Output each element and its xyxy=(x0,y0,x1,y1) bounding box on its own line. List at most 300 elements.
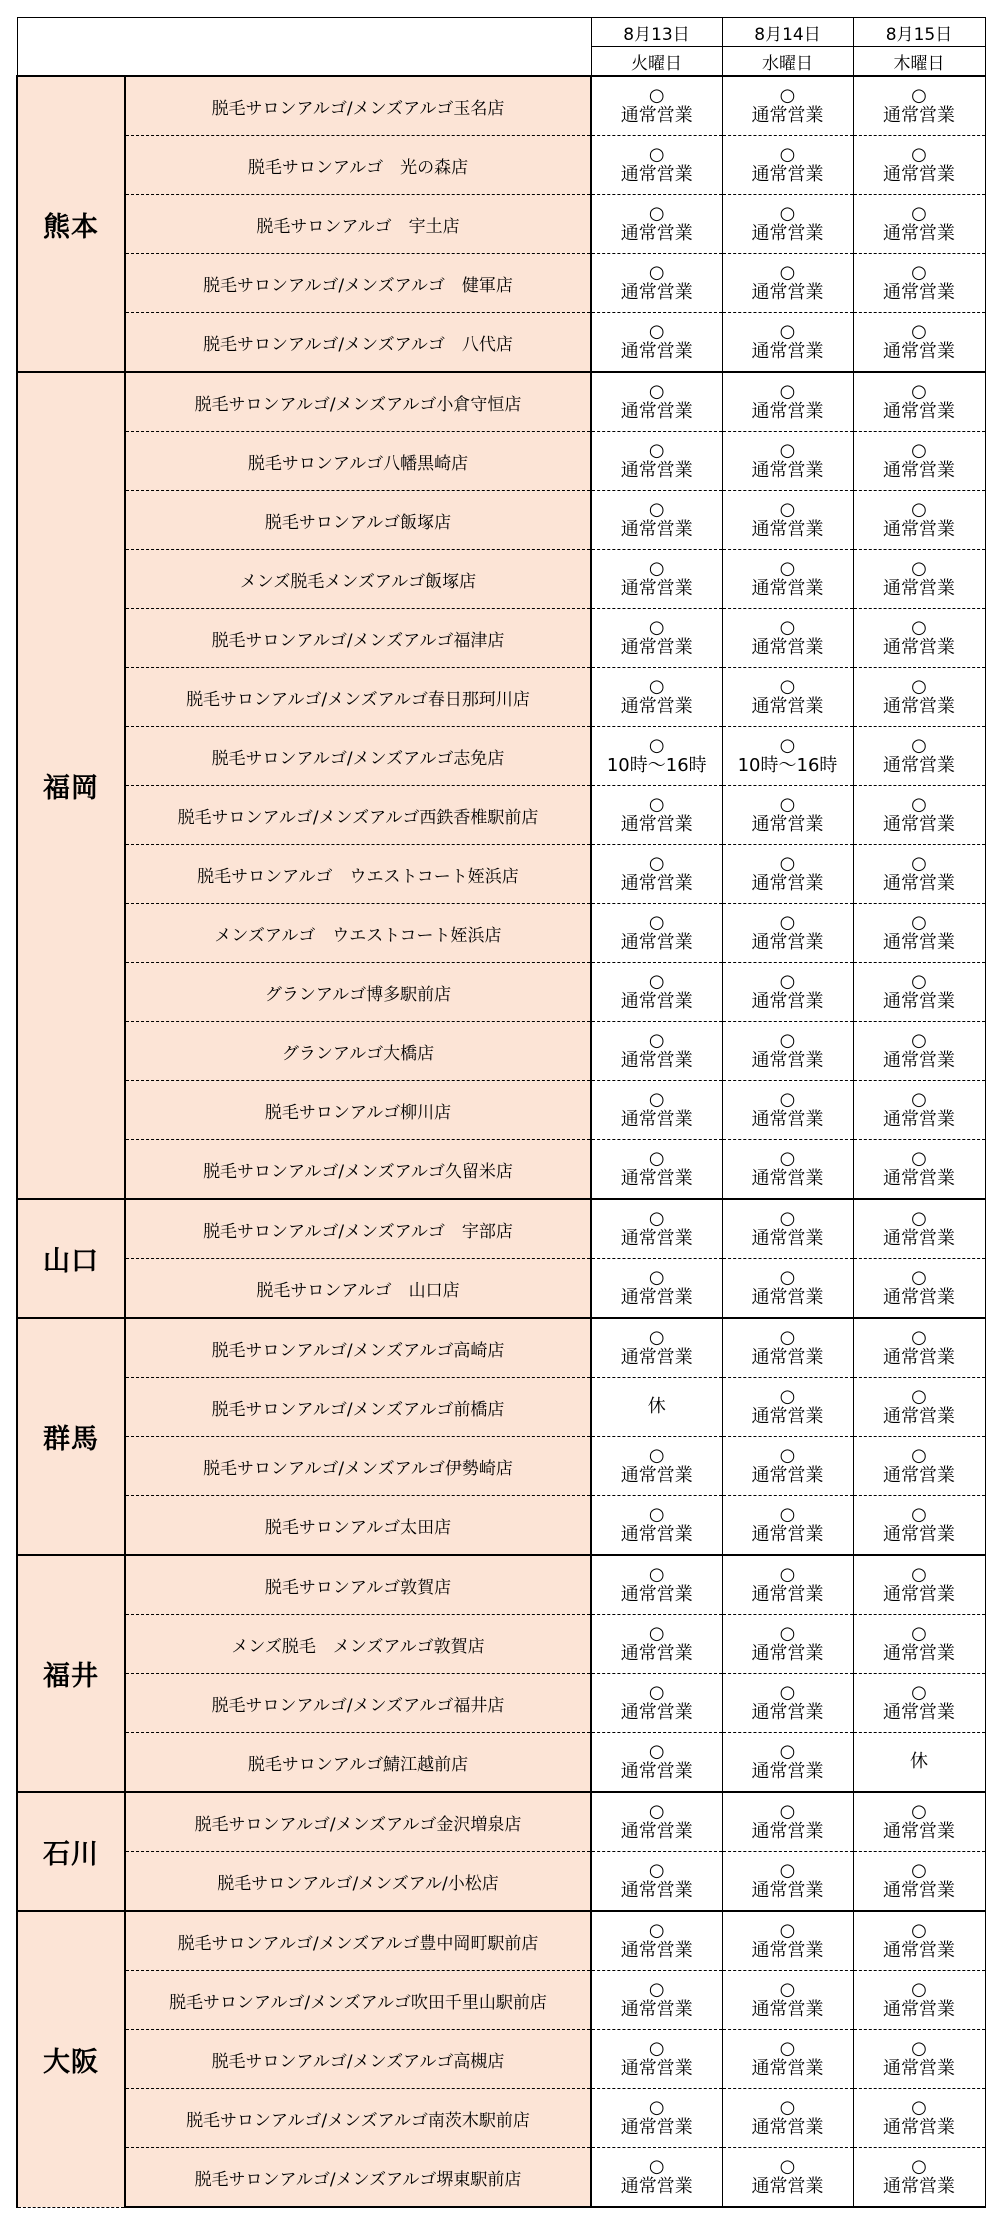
open-mark: ○ xyxy=(911,735,927,756)
status-text: 通常営業 xyxy=(620,814,693,835)
status-text: 通常営業 xyxy=(751,1524,824,1545)
day-status-cell xyxy=(722,2148,853,2208)
open-mark: ○ xyxy=(779,1386,796,1407)
day-status-cell xyxy=(722,609,853,668)
table-row xyxy=(17,491,985,550)
day-status-cell xyxy=(853,727,985,786)
store-name: 脱毛サロンアルゴ/メンズアルゴ福井店 xyxy=(125,1674,591,1733)
open-mark: ○ xyxy=(911,1267,927,1288)
status-text: 通常営業 xyxy=(751,1347,824,1368)
day-status-cell xyxy=(853,1496,985,1556)
status-text: 通常営業 xyxy=(620,282,693,303)
open-mark: ○ xyxy=(779,617,796,638)
store-name: 脱毛サロンアルゴ/メンズアルゴ 八代店 xyxy=(125,313,591,373)
day-status-cell xyxy=(853,313,985,373)
status-text: 通常営業 xyxy=(620,164,693,185)
day-status-cell xyxy=(722,136,853,195)
open-mark: ○ xyxy=(648,2097,665,2118)
status-text: 通常営業 xyxy=(883,1347,955,1368)
status-text: 通常営業 xyxy=(751,2058,824,2079)
status-text: 通常営業 xyxy=(751,401,824,422)
store-name: 脱毛サロンアルゴ柳川店 xyxy=(125,1081,591,1140)
day-status-cell xyxy=(722,1022,853,1081)
status-text: 通常営業 xyxy=(751,932,824,953)
day-status-cell xyxy=(722,1378,853,1437)
store-name: 脱毛サロンアルゴ 宇土店 xyxy=(125,195,591,254)
day-status-cell xyxy=(591,1259,722,1319)
store-name: 脱毛サロンアルゴ/メンズアルゴ西鉄香椎駅前店 xyxy=(125,786,591,845)
store-name: 脱毛サロンアルゴ/メンズアルゴ金沢増泉店 xyxy=(125,1792,591,1852)
open-mark: ○ xyxy=(648,1089,665,1110)
status-text: 通常営業 xyxy=(883,2058,955,2079)
open-mark: ○ xyxy=(911,499,927,520)
day-status-cell xyxy=(853,1971,985,2030)
store-name: メンズアルゴ ウエストコート姪浜店 xyxy=(125,904,591,963)
status-text: 通常営業 xyxy=(620,1999,693,2020)
day-status-cell xyxy=(591,609,722,668)
day-status-cell xyxy=(591,1792,722,1852)
open-mark: ○ xyxy=(648,1208,665,1229)
day-status-cell xyxy=(722,1140,853,1200)
status-text: 通常営業 xyxy=(883,1524,955,1545)
status-text: 10時～16時 xyxy=(606,755,707,776)
status-text: 通常営業 xyxy=(751,696,824,717)
open-mark: ○ xyxy=(911,1860,927,1881)
open-mark: ○ xyxy=(648,85,665,106)
status-text: 通常営業 xyxy=(751,282,824,303)
status-text: 通常営業 xyxy=(620,223,693,244)
open-mark: ○ xyxy=(911,1030,927,1051)
prefecture-label: 福岡 xyxy=(17,372,125,1199)
status-text: 通常営業 xyxy=(620,1584,693,1605)
status-text: 通常営業 xyxy=(883,1228,955,1249)
status-text: 通常営業 xyxy=(751,105,824,126)
open-mark: ○ xyxy=(911,1504,927,1525)
table-row xyxy=(17,2148,985,2208)
status-text: 通常営業 xyxy=(751,1880,824,1901)
prefecture-label: 群馬 xyxy=(17,1318,125,1555)
store-name: 脱毛サロンアルゴ/メンズアルゴ 宇部店 xyxy=(125,1199,591,1259)
table-row xyxy=(17,963,985,1022)
open-mark: ○ xyxy=(779,853,796,874)
open-mark: ○ xyxy=(648,1564,665,1585)
store-name: 脱毛サロンアルゴ/メンズアルゴ志免店 xyxy=(125,727,591,786)
open-mark: ○ xyxy=(648,1920,665,1941)
open-mark: ○ xyxy=(911,1623,927,1644)
open-mark: ○ xyxy=(648,794,665,815)
day-status-cell xyxy=(591,2089,722,2148)
status-text: 通常営業 xyxy=(883,637,955,658)
day-status-cell xyxy=(722,254,853,313)
status-text: 通常営業 xyxy=(751,1761,824,1782)
open-mark: ○ xyxy=(648,1682,665,1703)
day-status-cell xyxy=(722,372,853,432)
day-status-cell xyxy=(591,1496,722,1556)
prefecture-label: 福井 xyxy=(17,1555,125,1792)
store-name: 脱毛サロンアルゴ/メンズアルゴ前橋店 xyxy=(125,1378,591,1437)
day-status-cell xyxy=(591,904,722,963)
day-status-cell xyxy=(591,1199,722,1259)
day-status-cell xyxy=(591,550,722,609)
status-text: 通常営業 xyxy=(883,1465,955,1486)
day-status-cell xyxy=(722,1792,853,1852)
store-name: 脱毛サロンアルゴ/メンズアルゴ春日那珂川店 xyxy=(125,668,591,727)
open-mark: ○ xyxy=(779,1148,796,1169)
status-text: 通常営業 xyxy=(620,2058,693,2079)
store-name: 脱毛サロンアルゴ 光の森店 xyxy=(125,136,591,195)
day-status-cell xyxy=(722,550,853,609)
day-status-cell xyxy=(722,1081,853,1140)
open-mark: ○ xyxy=(779,1860,796,1881)
open-mark: ○ xyxy=(779,2038,796,2059)
status-text: 通常営業 xyxy=(883,1050,955,1071)
open-mark: ○ xyxy=(648,1860,665,1881)
day-status-cell xyxy=(853,432,985,491)
day-status-cell xyxy=(853,1852,985,1912)
day-status-cell xyxy=(722,432,853,491)
day-status-cell xyxy=(853,254,985,313)
open-mark: ○ xyxy=(779,1208,796,1229)
table-row xyxy=(17,313,985,373)
day-status-cell xyxy=(853,963,985,1022)
store-name: 脱毛サロンアルゴ/メンズアルゴ南茨木駅前店 xyxy=(125,2089,591,2148)
prefecture-label: 熊本 xyxy=(17,76,125,372)
status-text: 通常営業 xyxy=(751,1287,824,1308)
day-status-cell xyxy=(853,1318,985,1378)
open-mark: ○ xyxy=(779,1327,796,1348)
prefecture-label: 石川 xyxy=(17,1792,125,1911)
status-text: 通常営業 xyxy=(620,105,693,126)
open-mark: ○ xyxy=(911,1920,927,1941)
status-text: 通常営業 xyxy=(751,2176,824,2197)
open-mark: ○ xyxy=(911,321,927,342)
open-mark: ○ xyxy=(779,2097,796,2118)
store-name: グランアルゴ大橋店 xyxy=(125,1022,591,1081)
open-mark: ○ xyxy=(779,971,796,992)
table-row xyxy=(17,1674,985,1733)
open-mark: ○ xyxy=(648,499,665,520)
table-row xyxy=(17,1199,985,1259)
status-text: 通常営業 xyxy=(751,460,824,481)
open-mark: ○ xyxy=(779,1030,796,1051)
open-mark: ○ xyxy=(648,440,665,461)
open-mark: ○ xyxy=(779,262,796,283)
open-mark: ○ xyxy=(779,1920,796,1941)
status-text: 通常営業 xyxy=(751,991,824,1012)
status-text: 通常営業 xyxy=(883,1999,955,2020)
prefecture-label: 山口 xyxy=(17,1199,125,1318)
open-mark: ○ xyxy=(911,262,927,283)
open-mark: ○ xyxy=(911,617,927,638)
status-text: 通常営業 xyxy=(751,519,824,540)
day-status-cell xyxy=(722,76,853,136)
day-status-cell xyxy=(591,432,722,491)
status-text: 通常営業 xyxy=(883,1940,955,1961)
status-text: 通常営業 xyxy=(883,1643,955,1664)
day-status-cell xyxy=(722,1674,853,1733)
closed-status-text: 休 xyxy=(647,1396,666,1417)
open-mark: ○ xyxy=(911,203,927,224)
day-status-cell xyxy=(722,1496,853,1556)
open-mark: ○ xyxy=(648,1741,665,1762)
store-name: 脱毛サロンアルゴ/メンズアルゴ吹田千里山駅前店 xyxy=(125,1971,591,2030)
table-row xyxy=(17,845,985,904)
store-name: 脱毛サロンアルゴ/メンズアルゴ玉名店 xyxy=(125,76,591,136)
status-text: 通常営業 xyxy=(620,578,693,599)
day-status-cell xyxy=(853,372,985,432)
open-mark: ○ xyxy=(911,144,927,165)
status-text: 10時～16時 xyxy=(737,755,838,776)
open-mark: ○ xyxy=(779,1267,796,1288)
day-status-cell xyxy=(853,1378,985,1437)
store-name: 脱毛サロンアルゴ/メンズアルゴ 健軍店 xyxy=(125,254,591,313)
day-status-cell xyxy=(853,845,985,904)
day-status-cell xyxy=(591,963,722,1022)
status-text: 通常営業 xyxy=(883,1109,955,1130)
store-name: 脱毛サロンアルゴ/メンズアルゴ久留米店 xyxy=(125,1140,591,1200)
table-row xyxy=(17,1259,985,1319)
table-row xyxy=(17,2030,985,2089)
open-mark: ○ xyxy=(648,1445,665,1466)
status-text: 通常営業 xyxy=(620,1050,693,1071)
open-mark: ○ xyxy=(779,1682,796,1703)
open-mark: ○ xyxy=(648,1030,665,1051)
open-mark: ○ xyxy=(779,499,796,520)
table-row xyxy=(17,1496,985,1556)
open-mark: ○ xyxy=(779,440,796,461)
table-row xyxy=(17,195,985,254)
status-text: 通常営業 xyxy=(620,1287,693,1308)
day-status-cell xyxy=(591,1852,722,1912)
closed-status-text: 休 xyxy=(910,1751,928,1772)
open-mark: ○ xyxy=(911,1208,927,1229)
open-mark: ○ xyxy=(911,1148,927,1169)
open-mark: ○ xyxy=(779,1741,796,1762)
status-text: 通常営業 xyxy=(620,1524,693,1545)
table-row xyxy=(17,1140,985,1200)
day-status-cell xyxy=(591,372,722,432)
day-status-cell xyxy=(591,786,722,845)
status-text: 通常営業 xyxy=(883,1584,955,1605)
day-status-cell xyxy=(591,727,722,786)
day-status-cell xyxy=(591,668,722,727)
status-text: 通常営業 xyxy=(883,1168,955,1189)
day-status-cell xyxy=(853,2148,985,2208)
table-row xyxy=(17,2089,985,2148)
status-text: 通常営業 xyxy=(883,164,955,185)
status-text: 通常営業 xyxy=(620,1761,693,1782)
day-status-cell xyxy=(853,136,985,195)
day-status-cell xyxy=(853,609,985,668)
day-status-cell xyxy=(722,1733,853,1793)
open-mark: ○ xyxy=(779,676,796,697)
open-mark: ○ xyxy=(911,1979,927,2000)
day-status-cell xyxy=(853,1022,985,1081)
day-status-cell xyxy=(591,1378,722,1437)
open-mark: ○ xyxy=(779,1801,796,1822)
store-name: グランアルゴ博多駅前店 xyxy=(125,963,591,1022)
table-row xyxy=(17,786,985,845)
status-text: 通常営業 xyxy=(751,1465,824,1486)
open-mark: ○ xyxy=(648,971,665,992)
status-text: 通常営業 xyxy=(620,1643,693,1664)
status-text: 通常営業 xyxy=(883,341,955,362)
day-status-cell xyxy=(853,550,985,609)
open-mark: ○ xyxy=(648,1623,665,1644)
day-status-cell xyxy=(853,1081,985,1140)
day-status-cell xyxy=(591,1615,722,1674)
header-weekday-1: 火曜日 xyxy=(591,47,722,77)
status-text: 通常営業 xyxy=(883,991,955,1012)
day-status-cell xyxy=(722,313,853,373)
open-mark: ○ xyxy=(779,1504,796,1525)
open-mark: ○ xyxy=(911,2038,927,2059)
store-name: 脱毛サロンアルゴ/メンズアル/小松店 xyxy=(125,1852,591,1912)
table-row xyxy=(17,668,985,727)
day-status-cell xyxy=(853,1615,985,1674)
day-status-cell xyxy=(591,1911,722,1971)
status-text: 通常営業 xyxy=(620,932,693,953)
day-status-cell xyxy=(722,1437,853,1496)
open-mark: ○ xyxy=(779,2156,796,2177)
day-status-cell xyxy=(591,136,722,195)
table-row xyxy=(17,609,985,668)
open-mark: ○ xyxy=(911,1089,927,1110)
header-weekday-3: 木曜日 xyxy=(853,47,985,77)
day-status-cell xyxy=(853,904,985,963)
table-row xyxy=(17,1555,985,1615)
table-row xyxy=(17,136,985,195)
day-status-cell xyxy=(853,1733,985,1793)
open-mark: ○ xyxy=(779,1564,796,1585)
status-text: 通常営業 xyxy=(751,1168,824,1189)
day-status-cell xyxy=(853,1555,985,1615)
status-text: 通常営業 xyxy=(620,1347,693,1368)
day-status-cell xyxy=(853,2030,985,2089)
day-status-cell xyxy=(591,1971,722,2030)
open-mark: ○ xyxy=(779,794,796,815)
status-text: 通常営業 xyxy=(751,1643,824,1664)
open-mark: ○ xyxy=(648,735,665,756)
status-text: 通常営業 xyxy=(620,991,693,1012)
status-text: 通常営業 xyxy=(883,1880,955,1901)
open-mark: ○ xyxy=(779,1623,796,1644)
open-mark: ○ xyxy=(648,1267,665,1288)
table-row xyxy=(17,904,985,963)
day-status-cell xyxy=(591,254,722,313)
header-row-dates xyxy=(17,18,985,47)
day-status-cell xyxy=(591,845,722,904)
day-status-cell xyxy=(722,668,853,727)
day-status-cell xyxy=(853,1674,985,1733)
status-text: 通常営業 xyxy=(751,873,824,894)
status-text: 通常営業 xyxy=(620,696,693,717)
status-text: 通常営業 xyxy=(883,578,955,599)
day-status-cell xyxy=(853,786,985,845)
table-row xyxy=(17,76,985,136)
open-mark: ○ xyxy=(648,1801,665,1822)
status-text: 通常営業 xyxy=(620,519,693,540)
open-mark: ○ xyxy=(648,1327,665,1348)
store-name: 脱毛サロンアルゴ/メンズアルゴ豊中岡町駅前店 xyxy=(125,1911,591,1971)
day-status-cell xyxy=(722,1259,853,1319)
status-text: 通常営業 xyxy=(751,1228,824,1249)
status-text: 通常営業 xyxy=(620,873,693,894)
store-name: 脱毛サロンアルゴ/メンズアルゴ福津店 xyxy=(125,609,591,668)
open-mark: ○ xyxy=(648,1979,665,2000)
store-name: 脱毛サロンアルゴ太田店 xyxy=(125,1496,591,1556)
day-status-cell xyxy=(853,1792,985,1852)
day-status-cell xyxy=(722,904,853,963)
status-text: 通常営業 xyxy=(883,460,955,481)
day-status-cell xyxy=(722,1555,853,1615)
open-mark: ○ xyxy=(911,440,927,461)
day-status-cell xyxy=(853,1437,985,1496)
day-status-cell xyxy=(591,1437,722,1496)
header-blank-cell xyxy=(17,18,591,77)
open-mark: ○ xyxy=(779,912,796,933)
open-mark: ○ xyxy=(911,1801,927,1822)
table-row xyxy=(17,1318,985,1378)
open-mark: ○ xyxy=(911,85,927,106)
day-status-cell xyxy=(722,1199,853,1259)
table-row xyxy=(17,1437,985,1496)
store-name: 脱毛サロンアルゴ ウエストコート姪浜店 xyxy=(125,845,591,904)
store-name: 脱毛サロンアルゴ敦賀店 xyxy=(125,1555,591,1615)
open-mark: ○ xyxy=(911,558,927,579)
status-text: 通常営業 xyxy=(751,2117,824,2138)
day-status-cell xyxy=(591,1555,722,1615)
day-status-cell xyxy=(722,963,853,1022)
store-name: 脱毛サロンアルゴ/メンズアルゴ堺東駅前店 xyxy=(125,2148,591,2208)
store-name: メンズ脱毛 メンズアルゴ敦賀店 xyxy=(125,1615,591,1674)
day-status-cell xyxy=(591,2148,722,2208)
day-status-cell xyxy=(591,2030,722,2089)
open-mark: ○ xyxy=(911,676,927,697)
day-status-cell xyxy=(722,1971,853,2030)
open-mark: ○ xyxy=(911,1564,927,1585)
status-text: 通常営業 xyxy=(751,1940,824,1961)
open-mark: ○ xyxy=(648,1148,665,1169)
open-mark: ○ xyxy=(648,558,665,579)
day-status-cell xyxy=(853,1140,985,1200)
day-status-cell xyxy=(853,195,985,254)
status-text: 通常営業 xyxy=(883,1406,955,1427)
day-status-cell xyxy=(591,1022,722,1081)
store-name: 脱毛サロンアルゴ飯塚店 xyxy=(125,491,591,550)
status-text: 通常営業 xyxy=(620,341,693,362)
open-mark: ○ xyxy=(648,617,665,638)
status-text: 通常営業 xyxy=(883,873,955,894)
open-mark: ○ xyxy=(779,381,796,402)
schedule-table xyxy=(16,17,986,2208)
store-name: 脱毛サロンアルゴ/メンズアルゴ高崎店 xyxy=(125,1318,591,1378)
table-row xyxy=(17,432,985,491)
open-mark: ○ xyxy=(648,381,665,402)
table-row xyxy=(17,550,985,609)
open-mark: ○ xyxy=(648,144,665,165)
open-mark: ○ xyxy=(779,1979,796,2000)
status-text: 通常営業 xyxy=(620,1940,693,1961)
table-row xyxy=(17,254,985,313)
status-text: 通常営業 xyxy=(620,637,693,658)
day-status-cell xyxy=(853,76,985,136)
open-mark: ○ xyxy=(779,203,796,224)
status-text: 通常営業 xyxy=(620,1465,693,1486)
status-text: 通常営業 xyxy=(883,223,955,244)
status-text: 通常営業 xyxy=(883,1821,955,1842)
day-status-cell xyxy=(722,1852,853,1912)
